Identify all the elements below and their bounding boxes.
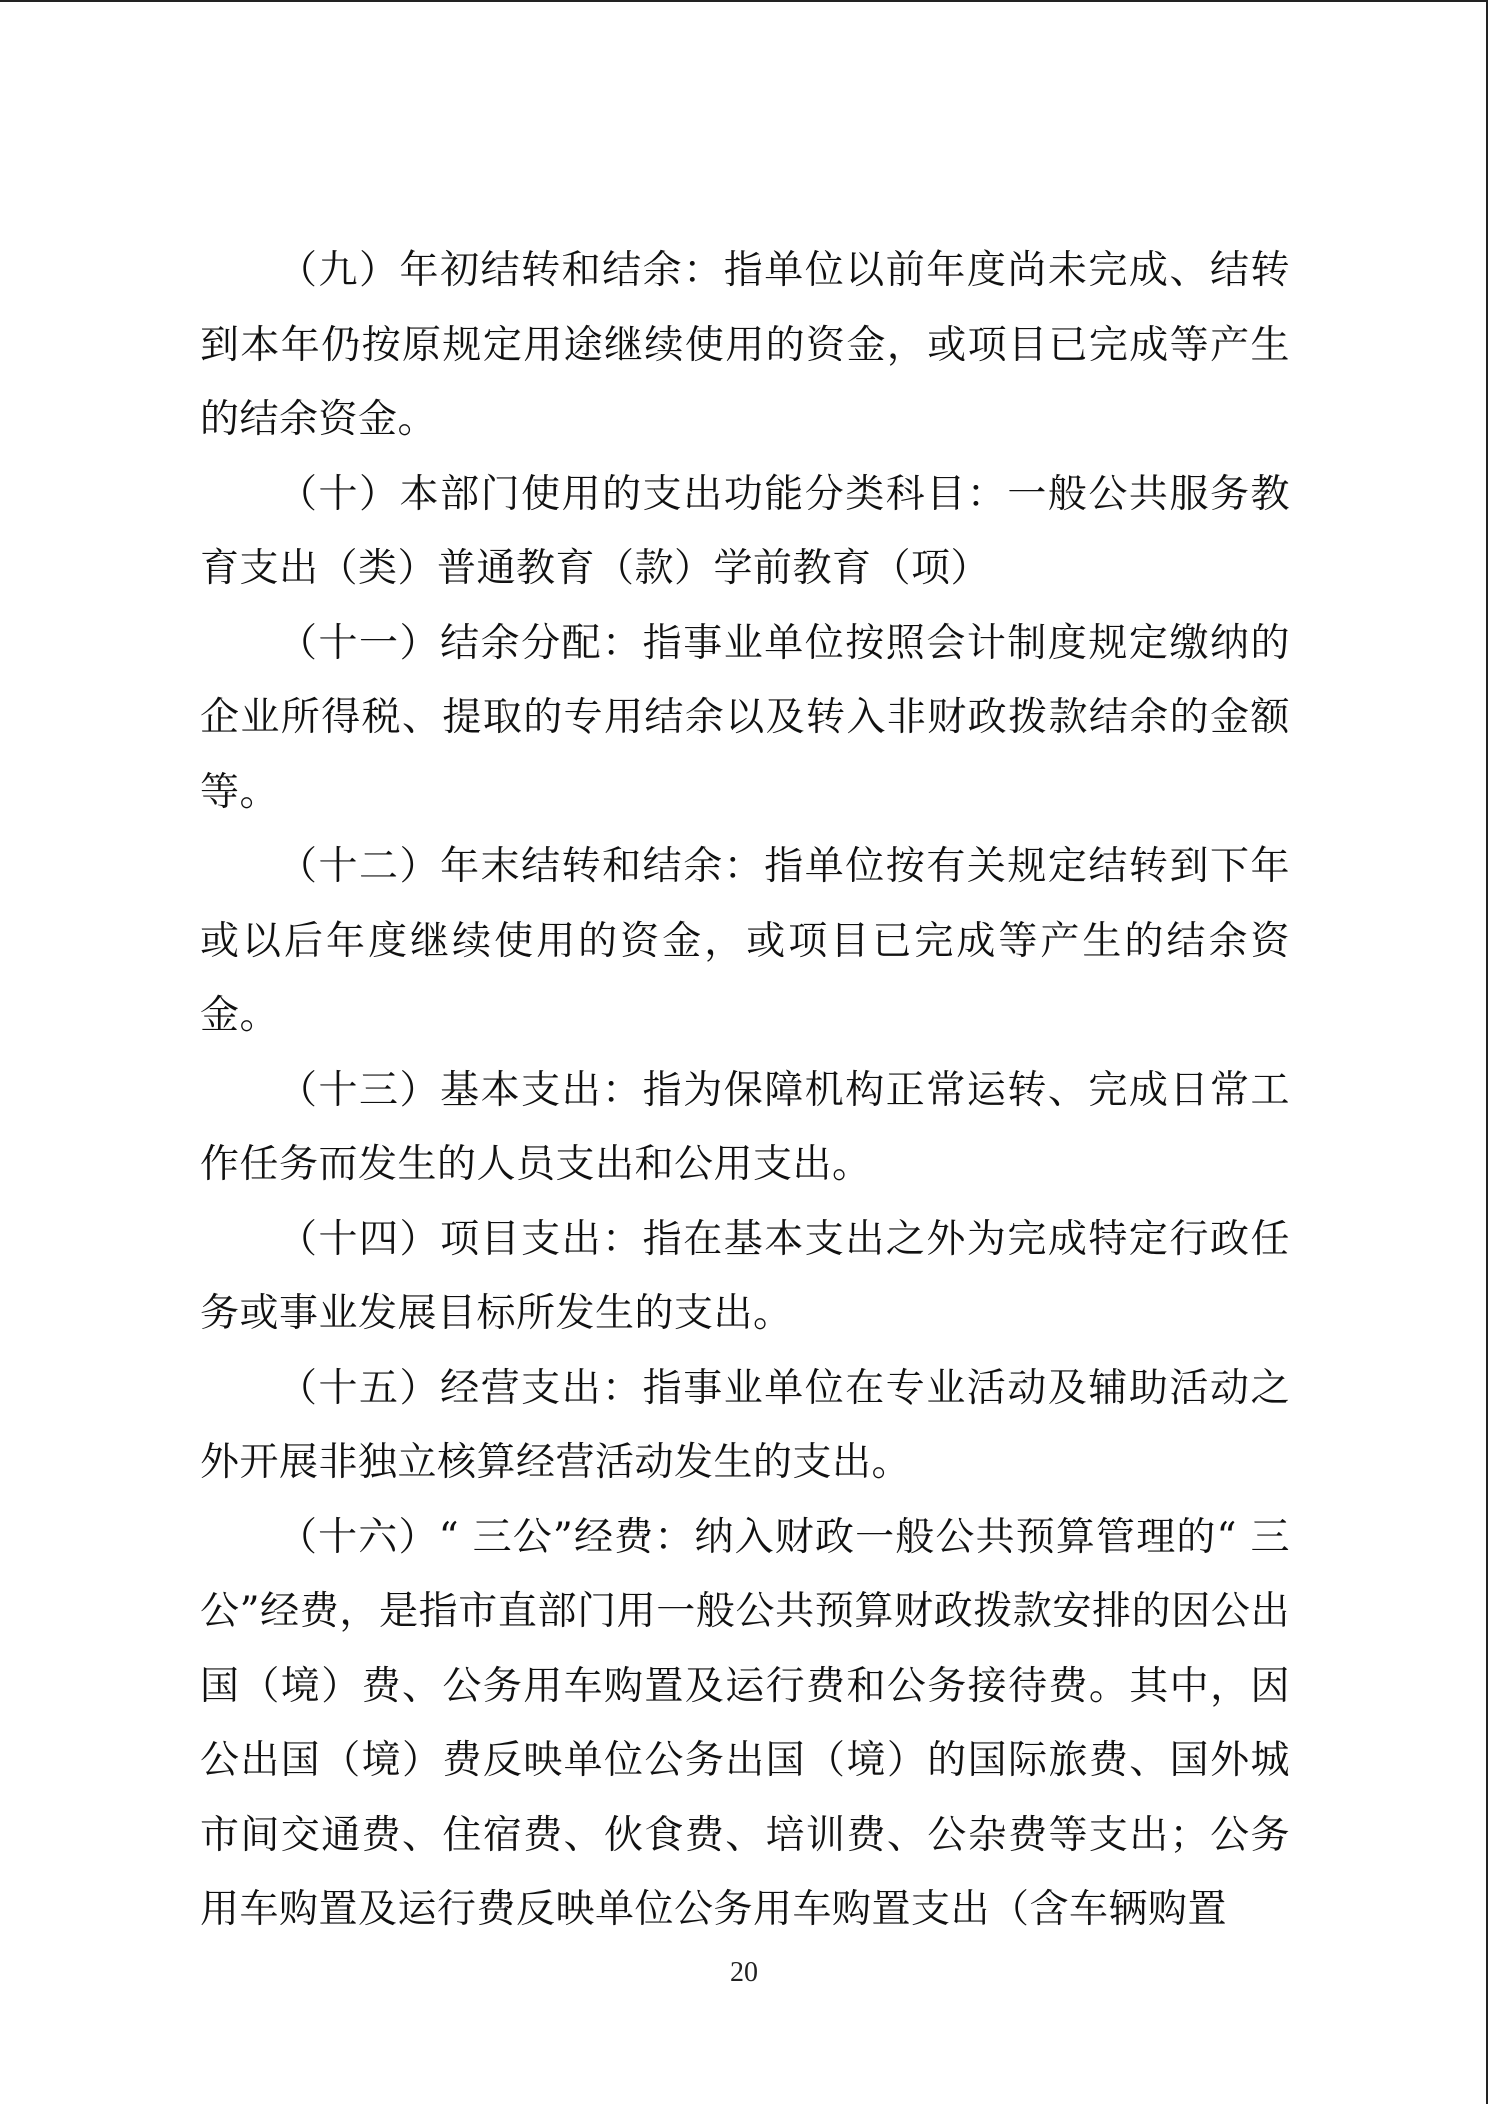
- paragraph-11-surplus-distribution: （十一）结余分配：指事业单位按照会计制度规定缴纳的企业所得税、提取的专用结余以及转入非财政拨款结余的金额等。: [200, 620, 1290, 815]
- paragraph-13-basic-expenditure: （十三）基本支出：指为保障机构正常运转、完成日常工作任务而发生的人员支出和公用支出。: [200, 1067, 1290, 1187]
- paragraph-15-operating-expenditure: （十五）经营支出：指事业单位在专业活动及辅助活动之外开展非独立核算经营活动发生的支出。: [200, 1365, 1290, 1485]
- paragraph-14-project-expenditure: （十四）项目支出：指在基本支出之外为完成特定行政任务或事业发展目标所发生的支出。: [200, 1216, 1290, 1336]
- page-number: 20: [730, 1957, 758, 1988]
- paragraph-10-expenditure-classification: （十）本部门使用的支出功能分类科目：一般公共服务教育支出（类）普通教育（款）学前教育（项）: [200, 471, 1290, 591]
- paragraph-16-three-public-expenses: （十六）“ 三公”经费：纳入财政一般公共预算管理的“ 三公”经费，是指市直部门用一般公共预算财政拨款安排的因公出国（境）费、公务用车购置及运行费和公务接待费。其中，因公出国（境）费反映单位公务出国（境）的国际旅费、国外城市间交通费、住宿费、伙食费、培训费、公杂费等支出；公务用车购置及运行费反映单位公务用车购置支出（含车辆购置: [200, 1514, 1290, 1932]
- document-body: [200, 234, 1290, 1948]
- paragraph-12-carryover-at-year-end: （十二）年末结转和结余：指单位按有关规定结转到下年或以后年度继续使用的资金，或项目已完成等产生的结余资金。: [200, 844, 1290, 1038]
- paragraph-9-carryover-at-year-start: （九）年初结转和结余：指单位以前年度尚未完成、结转到本年仍按原规定用途继续使用的资金，或项目已完成等产生的结余资金。: [200, 248, 1290, 442]
